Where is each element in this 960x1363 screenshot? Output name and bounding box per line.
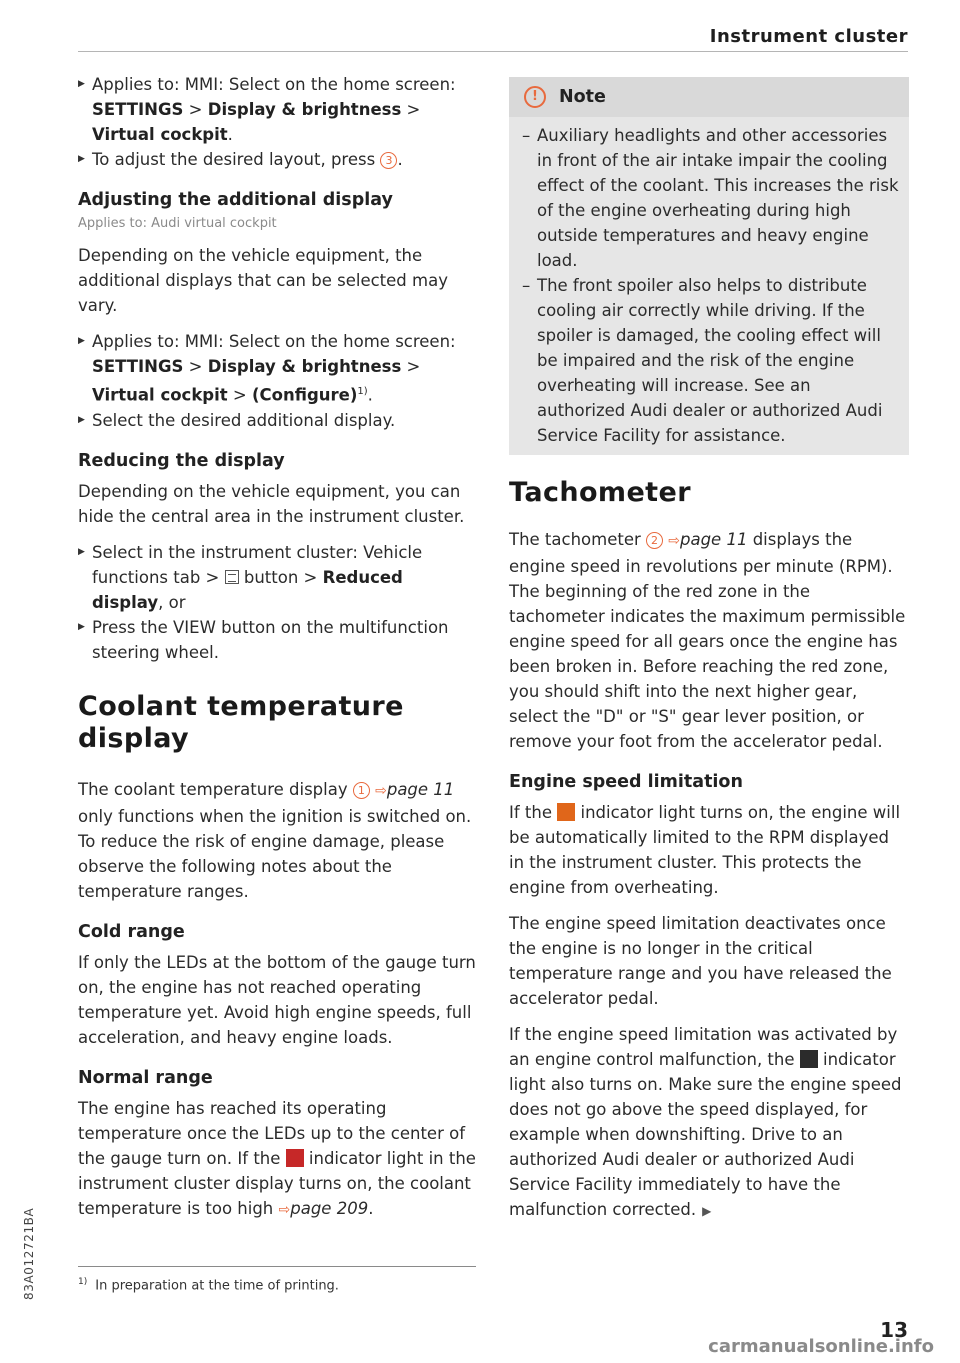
paragraph-limitation-2: The engine speed limitation deactivates once the engine is no longer in the critical temperature range and you have released the accelerator pedal. [509, 914, 892, 1008]
heading-engine-speed-limitation: Engine speed limitation [509, 772, 743, 792]
menu-virtual-cockpit: Virtual cockpit [92, 385, 228, 405]
page-reference-link[interactable]: page 11 [386, 779, 455, 799]
menu-display-brightness: Display & brightness [207, 100, 402, 119]
note-body [509, 117, 909, 448]
text: If the engine speed limitation was activated by an engine control malfunction, the [509, 1025, 898, 1069]
coolant-temperature-indicator-icon [286, 1149, 304, 1167]
paragraph: If only the LEDs at the bottom of the gauge turn on, the engine has not reached operating temperature yet. Avoid high engine speeds, full acceleration, and heavy engine loads. [78, 952, 476, 1047]
paragraph-normal [78, 1096, 476, 1223]
bullet-select-display: ▶ Select the desired additional display. [78, 408, 476, 433]
arrow-right-icon: ⇨ [668, 533, 680, 549]
menu-separator: > [401, 100, 421, 119]
paragraph-limitation-3 [509, 1022, 909, 1224]
watermark: carmanualsonline.info [708, 1336, 934, 1357]
paragraph-tachometer [509, 527, 909, 754]
menu-separator: > [227, 385, 252, 405]
menu-separator: > [401, 357, 421, 376]
arrow-right-icon: ⇨ [278, 1201, 291, 1218]
engine-malfunction-indicator-icon [800, 1050, 818, 1068]
paragraph-coolant [78, 777, 476, 904]
exclamation-icon: ! [524, 86, 546, 108]
left-column [78, 72, 476, 1234]
heading-reducing-display: Reducing the display [78, 450, 285, 471]
text: If the [509, 803, 558, 822]
bullet-applies-mmi [78, 72, 476, 147]
menu-separator: > [183, 100, 208, 119]
applies-to-label: Applies to: Audi virtual cockpit [78, 216, 277, 231]
continue-arrow-icon: ▶ [702, 1204, 712, 1218]
text: indicator light in the instrument cluster display turns on, the coolant temperature is too high [78, 1148, 476, 1218]
bullet-press-view: ▶ Press the VIEW button on the multifunction steering wheel. [78, 615, 476, 665]
text: The engine has reached its operating temperature once the LEDs up to the center of the gauge turn on. If the [78, 1098, 466, 1168]
callout-3-icon: 3 [380, 152, 397, 169]
punctuation: . [227, 125, 233, 144]
heading-tachometer: Tachometer [509, 477, 691, 508]
menu-reduced-display: Reduced display [92, 567, 403, 612]
text: The coolant temperature display [78, 779, 353, 799]
bullet-text: Applies to: MMI: Select on the home screen: [92, 75, 456, 94]
document-code: 83A012721BA [22, 1207, 36, 1300]
menu-configure: (Configure) [252, 385, 358, 405]
text: only functions when the ignition is switched on. To reduce the risk of engine damage, please observe the following notes about the temperature ranges. [78, 806, 472, 901]
right-column [509, 77, 909, 1235]
bullet-text: To adjust the desired layout, press [92, 150, 381, 169]
menu-separator: > [183, 357, 208, 376]
bullet-applies-configure [78, 329, 476, 408]
text: displays the engine speed in revolutions per minute (RPM). The beginning of the red zone in the tachometer indicates the maximum permissible engine speed for all gears once the engine has been broken in. Before reaching the red zone, you should shift into the next higher gear, select the "D" or "S" gear lever position, or remove your foot from the accelerator pedal. [509, 530, 906, 751]
tachometer-indicator-icon [557, 803, 575, 821]
punctuation: . [397, 150, 403, 169]
page-number: 13 [880, 1318, 908, 1342]
punctuation: . [367, 385, 373, 405]
footnote-divider [78, 1266, 476, 1267]
footnote-text: In preparation at the time of printing. [95, 1278, 339, 1294]
bullet-text: Applies to: MMI: Select on the home screen: [92, 332, 456, 351]
punctuation: , or [158, 592, 186, 612]
menu-list-icon [225, 570, 239, 584]
note-box [509, 77, 909, 455]
heading-cold-range: Cold range [78, 921, 185, 942]
header-divider [78, 51, 908, 52]
bullet-text: Select in the instrument cluster: Vehicle functions tab > [92, 542, 423, 587]
page-reference-link[interactable]: page 11 [680, 530, 748, 549]
text: indicator light also turns on. Make sure the engine speed does not go above the speed displayed, for example when downshifting. Drive to an authorized Audi dealer or authorized Audi Service Facility immediately to have the malfunction corrected. [509, 1050, 902, 1219]
note-title: Note [559, 86, 606, 107]
bullet-select-cluster [78, 540, 476, 615]
heading-adjusting-additional-display: Adjusting the additional display [78, 190, 393, 210]
page-reference-link[interactable]: page 209 [290, 1198, 369, 1218]
page-header-title: Instrument cluster [709, 26, 908, 47]
menu-virtual-cockpit: Virtual cockpit [92, 125, 228, 144]
text: The tachometer [509, 530, 647, 549]
footnote-ref: 1) [357, 386, 368, 397]
note-item: – The front spoiler also helps to distribute cooling air correctly while driving. If the spoiler is damaged, the cooling effect will be impaired and the risk of the engine overheating will increase. See an authorized Audi dealer or authorized Audi Service Facility for assistance. [522, 273, 901, 448]
menu-display-brightness: Display & brightness [207, 357, 402, 376]
note-header [509, 77, 909, 117]
callout-2-icon: 2 [646, 532, 663, 549]
menu-settings: SETTINGS [92, 357, 184, 376]
menu-settings: SETTINGS [92, 100, 184, 119]
paragraph: Depending on the vehicle equipment, the additional displays that can be selected may vary. [78, 246, 448, 315]
arrow-right-icon: ⇨ [375, 782, 387, 799]
callout-1-icon: 1 [353, 782, 370, 799]
text: indicator light turns on, the engine will be automatically limited to the RPM displayed in the instrument cluster. This protects the engine from overheating. [509, 803, 901, 897]
punctuation: . [368, 1198, 374, 1218]
footnote [78, 1277, 339, 1293]
heading-normal-range: Normal range [78, 1067, 213, 1088]
note-item: – Auxiliary headlights and other accessories in front of the air intake impair the cooling effect of the coolant. This increases the risk of the engine overheating during high outside temperatures and heavy engine load. [522, 123, 901, 273]
footnote-mark: 1) [78, 1277, 88, 1287]
paragraph: Depending on the vehicle equipment, you can hide the central area in the instrument cluster. [78, 481, 465, 526]
bullet-adjust-layout [78, 147, 476, 172]
bullet-text: button > [238, 567, 323, 587]
heading-coolant-temperature-display: Coolant temperature display [78, 690, 404, 754]
paragraph-limitation-1 [509, 800, 909, 900]
